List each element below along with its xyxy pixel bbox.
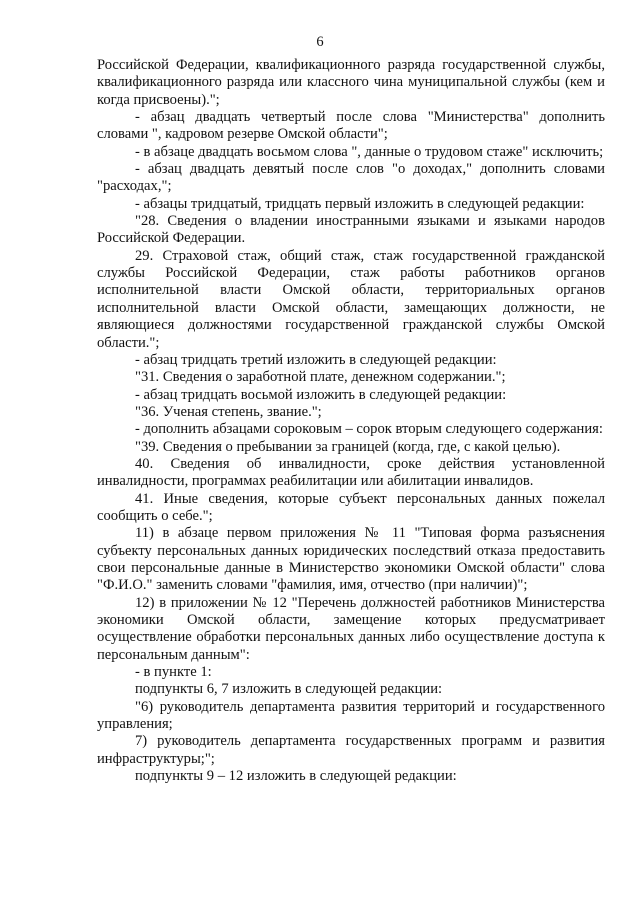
paragraph: "39. Сведения о пребывании за границей (когда, где, с какой целью). [135,438,561,455]
paragraph: "31. Сведения о заработной плате, денежном содержании."; [135,369,506,386]
paragraph: - абзац двадцать девятый после слов "о доходах," дополнить словами "расходах,"; [97,161,605,195]
paragraph: - в пункте 1: [135,664,212,681]
paragraph: "28. Сведения о владении иностранными языками и языками народов Российской Федерации. [97,213,605,247]
paragraph: 12) в приложении № 12 "Перечень должностей работников Министерства экономики Омской области, замещение которых предусматривает осуществление обработки персональных данных либо осуществление доступа к персональным данным": [97,594,605,663]
paragraph: - дополнить абзацами сороковым – сорок вторым следующего содержания: [135,421,603,438]
page-number: 6 [316,34,324,50]
paragraph: подпункты 6, 7 изложить в следующей редакции: [135,681,443,698]
paragraph: - абзац тридцать восьмой изложить в следующей редакции: [135,386,507,403]
paragraph: 41. Иные сведения, которые субъект персональных данных пожелал сообщить о себе."; [97,490,605,524]
paragraph: 29. Страховой стаж, общий стаж, стаж государственной гражданской службы Российской Федерации, стаж работы работников органов исполнительной власти Омской области, территориальных органов исполнительной власти Омской области, замещающих должности, не являющиеся должностями государственной гражданской службы Омской области."; [97,247,605,351]
paragraph: "36. Ученая степень, звание."; [135,403,322,420]
paragraph: Российской Федерации, квалификационного разряда государственной службы, квалификационного разряда или классного чина муниципальной службы (кем и когда присвоены)."; [97,57,605,108]
paragraph: 11) в абзаце первом приложения № 11 "Типовая форма разъяснения субъекту персональных данных юридических последствий отказа предоставить свои персональные данные в Министерство экономики Омской области" слова "Ф.И.О." заменить словами "фамилия, имя, отчество (при наличии)"; [97,525,605,594]
paragraph: - абзац двадцать четвертый после слова "Министерства" дополнить словами ", кадровом резерве Омской области"; [97,109,605,143]
paragraph: 40. Сведения об инвалидности, сроке действия установленной инвалидности, программах реабилитации или абилитации инвалидов. [97,455,605,490]
paragraph: подпункты 9 – 12 изложить в следующей редакции: [135,768,457,785]
paragraph: - абзац тридцать третий изложить в следующей редакции: [135,351,497,368]
paragraph: "6) руководитель департамента развития территорий и государственного управления; [97,698,605,733]
paragraph: - в абзаце двадцать восьмом слова ", данные о трудовом стаже" исключить; [135,143,604,160]
document-body [97,57,605,785]
paragraph: - абзацы тридцатый, тридцать первый изложить в следующей редакции: [135,195,585,212]
paragraph: 7) руководитель департамента государственных программ и развития инфраструктуры;"; [97,733,605,767]
